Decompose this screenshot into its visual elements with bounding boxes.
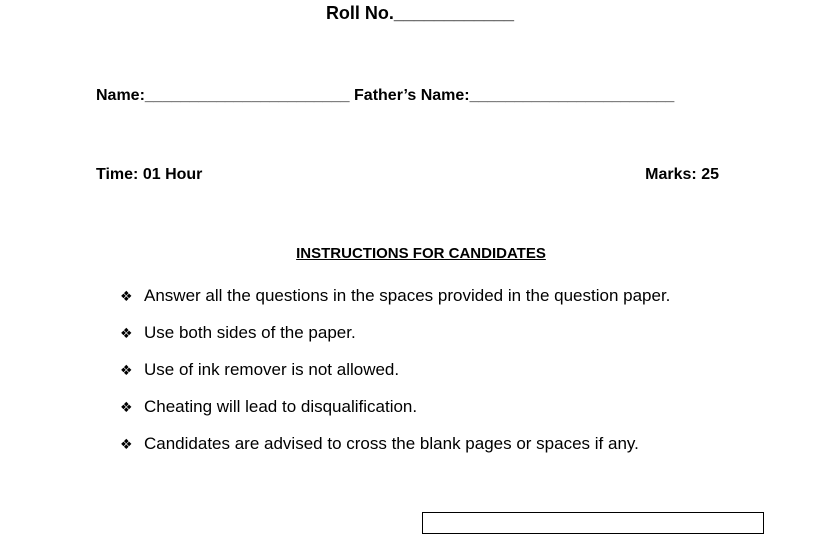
instructions-heading: INSTRUCTIONS FOR CANDIDATES [296, 245, 546, 262]
instruction-item [120, 433, 670, 470]
candidate-info-row [96, 87, 674, 105]
instruction-text: Use both sides of the paper. [144, 323, 356, 342]
name-field: Name:_______________________ [96, 87, 350, 104]
diamond-bullet-icon: ❖ [120, 325, 133, 341]
instruction-text: Use of ink remover is not allowed. [144, 360, 400, 379]
instructions-list [120, 285, 670, 470]
diamond-bullet-icon: ❖ [120, 362, 133, 378]
father-name-field: Father’s Name:_______________________ [354, 87, 675, 104]
diamond-bullet-icon: ❖ [120, 436, 133, 452]
exam-marks: Marks: 25 [645, 166, 719, 183]
diamond-bullet-icon: ❖ [120, 288, 133, 304]
instruction-text: Answer all the questions in the spaces provided in the question paper. [144, 286, 671, 305]
instruction-text: Candidates are advised to cross the blank pages or spaces if any. [144, 434, 639, 453]
instruction-item [120, 359, 670, 396]
instruction-text: Cheating will lead to disqualification. [144, 397, 418, 416]
instruction-item [120, 396, 670, 433]
diamond-bullet-icon: ❖ [120, 399, 133, 415]
bordered-box [422, 512, 764, 534]
roll-number-field: Roll No.____________ [325, 3, 515, 23]
exam-time: Time: 01 Hour [96, 166, 203, 183]
instruction-item [120, 322, 670, 359]
instruction-item [120, 285, 670, 322]
